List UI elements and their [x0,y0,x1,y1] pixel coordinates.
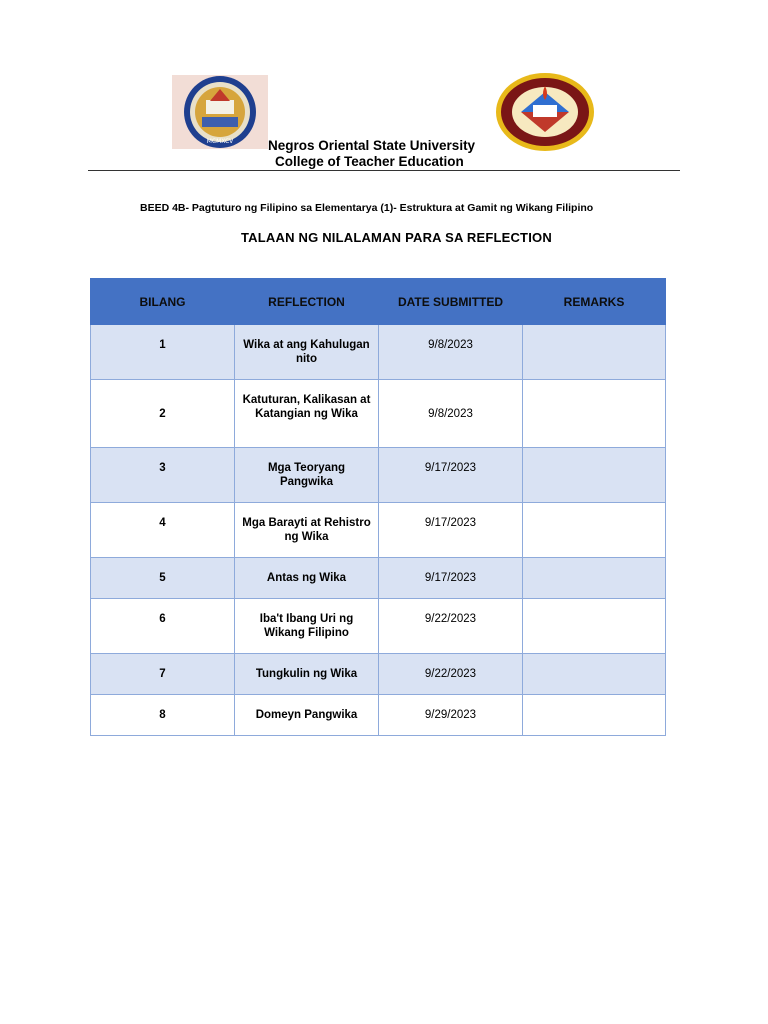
reflection-table [90,278,666,736]
row-number: 7 [91,654,235,695]
college-of-education-logo [172,75,268,149]
row-number: 3 [91,448,235,503]
column-header-bilang: BILANG [91,279,235,325]
remarks-cell [523,325,666,380]
university-name: Negros Oriental State University [268,138,476,153]
reflection-title: Wika at ang Kahulugan nito [235,325,379,380]
date-submitted: 9/8/2023 [379,380,523,448]
reflection-title: Katuturan, Kalikasan at Katangian ng Wika [235,380,379,448]
date-submitted: 9/17/2023 [379,448,523,503]
date-submitted: 9/22/2023 [379,599,523,654]
svg-text:MCMXCV: MCMXCV [206,138,234,145]
date-submitted: 9/8/2023 [379,325,523,380]
remarks-cell [523,695,666,736]
table-row [91,325,666,380]
row-number: 5 [91,558,235,599]
column-header-reflection: REFLECTION [235,279,379,325]
row-number: 4 [91,503,235,558]
reflection-title: Domeyn Pangwika [235,695,379,736]
date-submitted: 9/17/2023 [379,558,523,599]
remarks-cell [523,448,666,503]
table-row [91,654,666,695]
row-number: 1 [91,325,235,380]
remarks-cell [523,503,666,558]
remarks-cell [523,380,666,448]
date-submitted: 9/29/2023 [379,695,523,736]
course-title: BEED 4B- Pagtuturo ng Filipino sa Elementarya (1)- Estruktura at Gamit ng Wikang Filipino [140,202,594,214]
reflection-title: Tungkulin ng Wika [235,654,379,695]
norsu-seal [495,72,595,152]
date-submitted: 9/22/2023 [379,654,523,695]
table-header-row [91,279,666,325]
reflection-title: Antas ng Wika [235,558,379,599]
row-number: 6 [91,599,235,654]
column-header-remarks: REMARKS [523,279,666,325]
document-title: TALAAN NG NILALAMAN PARA SA REFLECTION [241,230,552,245]
remarks-cell [523,599,666,654]
table-row [91,695,666,736]
remarks-cell [523,558,666,599]
table-row [91,380,666,448]
header-divider [88,170,680,171]
date-submitted: 9/17/2023 [379,503,523,558]
row-number: 2 [91,380,235,448]
remarks-cell [523,654,666,695]
table-row [91,448,666,503]
college-name: College of Teacher Education [275,154,464,169]
column-header-date: DATE SUBMITTED [379,279,523,325]
row-number: 8 [91,695,235,736]
table-row [91,599,666,654]
table-row [91,503,666,558]
reflection-title: Mga Teoryang Pangwika [235,448,379,503]
table-row [91,558,666,599]
reflection-title: Iba't Ibang Uri ng Wikang Filipino [235,599,379,654]
reflection-title: Mga Barayti at Rehistro ng Wika [235,503,379,558]
